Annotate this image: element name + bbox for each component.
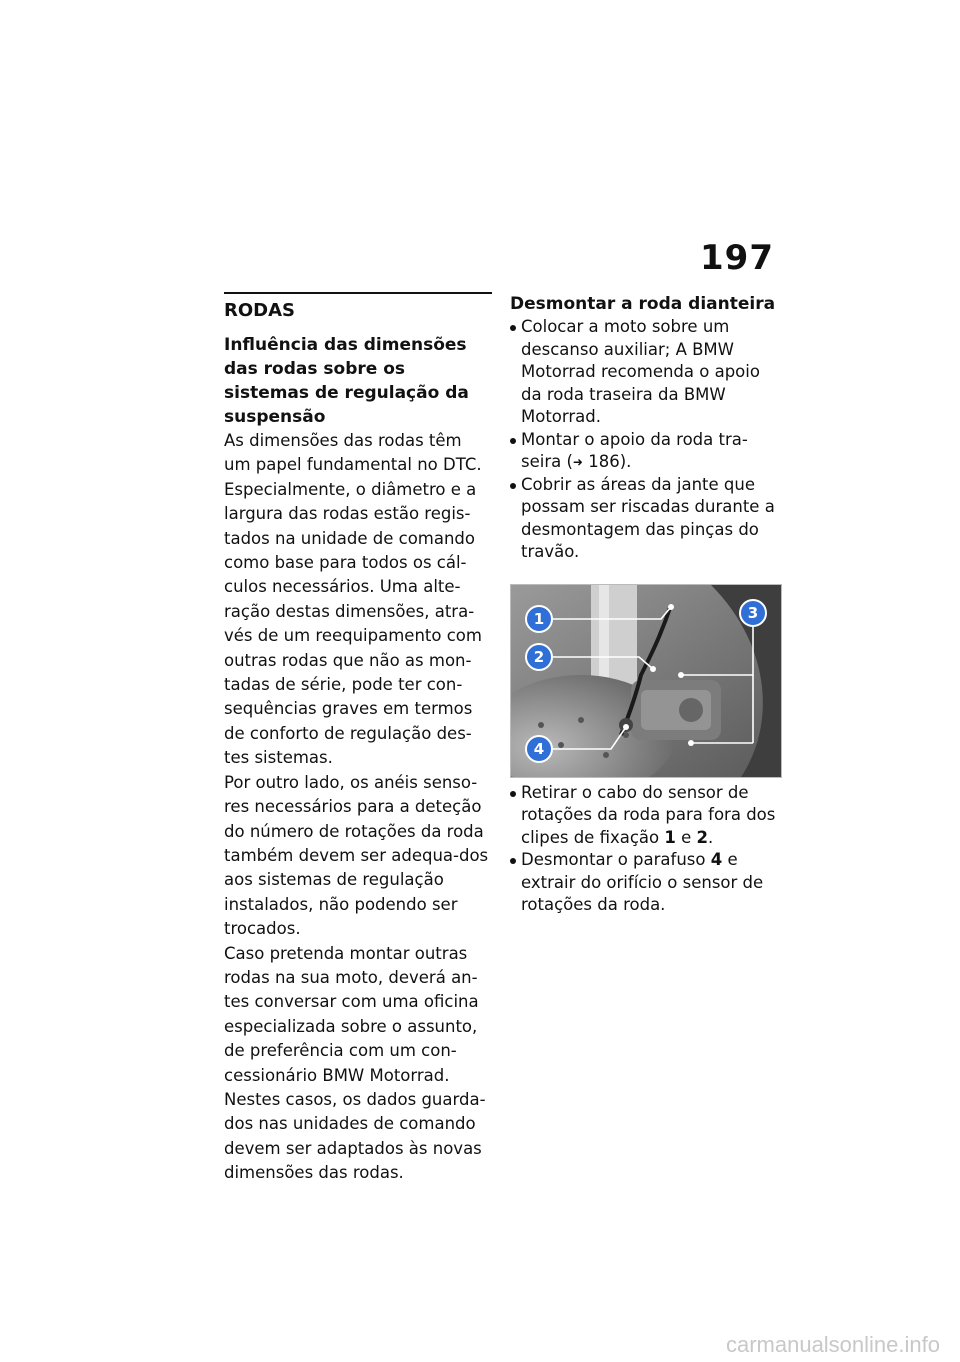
callout-3-label: 3 <box>747 603 759 622</box>
steps-list-2 <box>510 782 782 917</box>
brake-caliper-illustration <box>511 585 781 777</box>
callout-4-label: 4 <box>533 739 545 758</box>
bullet-icon <box>510 325 516 331</box>
subheading: Influência das dimensões das rodas sobre os sistemas de regulação da suspensão <box>224 335 469 427</box>
bullet-icon <box>510 483 516 489</box>
section-rule <box>224 292 492 294</box>
paragraph-1: As dimensões das rodas têm um papel fundamental no DTC. Especialmente, o diâmetro e a largura das rodas estão regis-tados na unidade de comando como base para todos os cál-culos necessários. Uma alte-ração destas dimensões, atra-vés de um reequipamento com outras rodas que não as mon-tadas de série, pode ter con-sequências graves em termos de conforto de regulação des-tes sistemas. <box>224 431 482 768</box>
brake-caliper-figure <box>510 584 782 778</box>
callout-1-label: 1 <box>533 609 545 628</box>
paragraph-3: Caso pretenda montar outras rodas na sua moto, deverá an-tes conversar com uma oficina especializada sobre o assunto, de preferência com um con-cessionário BMW Motorrad. Nestes casos, os dados guarda-dos nas unidades de comando devem ser adaptados às novas dimensões das rodas. <box>224 943 486 1183</box>
page-reference-arrow-icon: ➜ <box>572 455 583 470</box>
bullet-icon <box>510 858 516 864</box>
list-item: Cobrir as áreas da jante que possam ser riscadas durante a desmontagem das pinças do travão. <box>510 474 782 564</box>
procedure-heading: Desmontar a roda dianteira <box>510 294 776 314</box>
list-item: Desmontar o parafuso 4 e extrair do orifício o sensor de rotações da roda. <box>510 849 782 917</box>
list-item: Montar o apoio da roda tra-seira (➜ 186). <box>510 429 782 474</box>
right-column <box>510 292 782 917</box>
page-number: 197 <box>700 238 774 278</box>
left-column <box>224 292 492 1186</box>
page-reference[interactable]: 186 <box>588 452 620 471</box>
bullet-icon <box>510 791 516 797</box>
bullet-icon <box>510 438 516 444</box>
list-item: Colocar a moto sobre um descanso auxiliar; A BMW Motorrad recomenda o apoio da roda traseira da BMW Motorrad. <box>510 316 782 429</box>
watermark: carmanualsonline.info <box>725 1332 940 1357</box>
section-title: RODAS <box>224 300 295 321</box>
paragraph-2: Por outro lado, os anéis senso-res necessários para a deteção do número de rotações da roda também devem ser adequa-dos aos sistemas de regulação instalados, não podendo ser trocados. <box>224 772 489 939</box>
list-item: Retirar o cabo do sensor de rotações da roda para fora dos clipes de fixação 1 e 2. <box>510 782 782 850</box>
steps-list-1 <box>510 316 782 564</box>
callout-2-label: 2 <box>533 647 545 666</box>
